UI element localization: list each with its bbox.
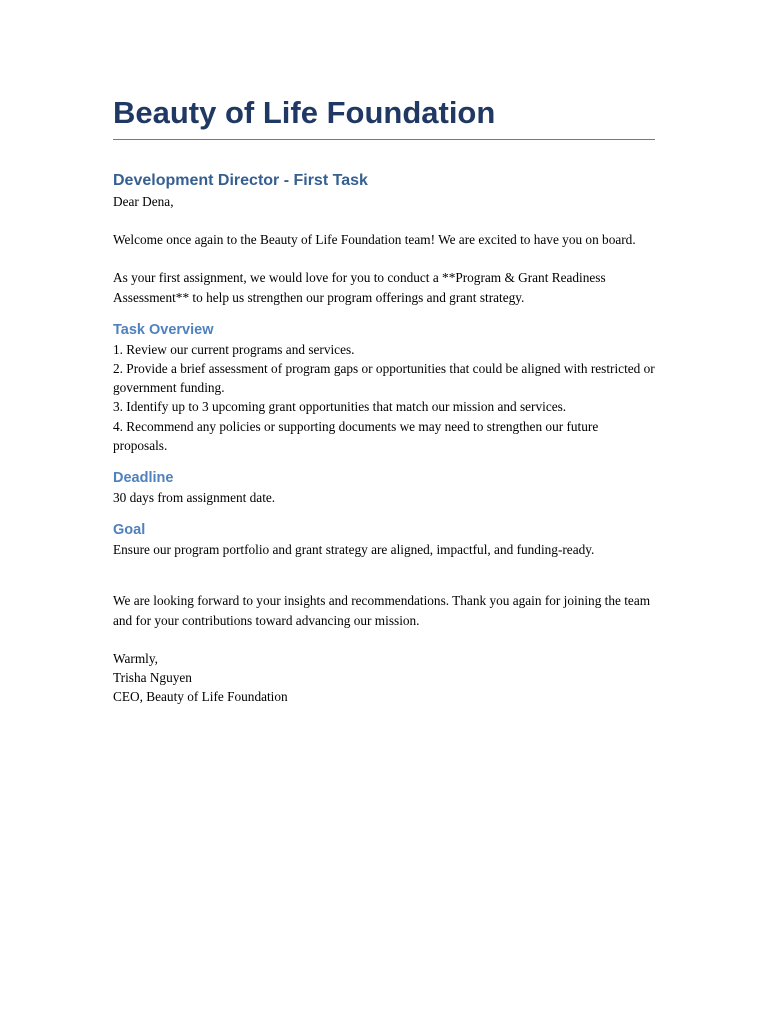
goal-text: Ensure our program portfolio and grant strategy are aligned, impactful, and funding-ready. xyxy=(113,542,595,558)
task-overview-heading: Task Overview xyxy=(113,321,214,338)
closing-paragraph: We are looking forward to your insights and recommendations. Thank you again for joining the team and for your contributions toward advancing our mission. xyxy=(113,593,651,628)
task-list xyxy=(113,340,655,455)
intro-paragraph-1: Welcome once again to the Beauty of Life Foundation team! We are excited to have you on board. xyxy=(113,232,636,248)
task-item: 1. Review our current programs and services. xyxy=(113,341,355,357)
document-title: Beauty of Life Foundation xyxy=(113,90,655,140)
signer-title: CEO, Beauty of Life Foundation xyxy=(113,689,288,705)
document-page xyxy=(113,90,655,706)
signature-block xyxy=(113,649,655,707)
greeting: Dear Dena, xyxy=(113,194,174,209)
goal-heading: Goal xyxy=(113,522,146,539)
signer-name: Trisha Nguyen xyxy=(113,670,192,686)
deadline-heading: Deadline xyxy=(113,470,174,487)
task-item: 3. Identify up to 3 upcoming grant opportunities that match our mission and services. xyxy=(113,399,567,415)
intro-paragraph-2: As your first assignment, we would love for you to conduct a **Program & Grant Readiness Assessment** to help us strengthen our program offerings and grant strategy. xyxy=(113,270,606,305)
signoff: Warmly, xyxy=(113,650,158,666)
task-item: 2. Provide a brief assessment of program gaps or opportunities that could be aligned with restricted or government funding. xyxy=(113,361,655,396)
letter-subject-heading: Development Director - First Task xyxy=(113,172,368,189)
task-item: 4. Recommend any policies or supporting documents we may need to strengthen our future proposals. xyxy=(113,418,599,453)
deadline-text: 30 days from assignment date. xyxy=(113,490,276,506)
